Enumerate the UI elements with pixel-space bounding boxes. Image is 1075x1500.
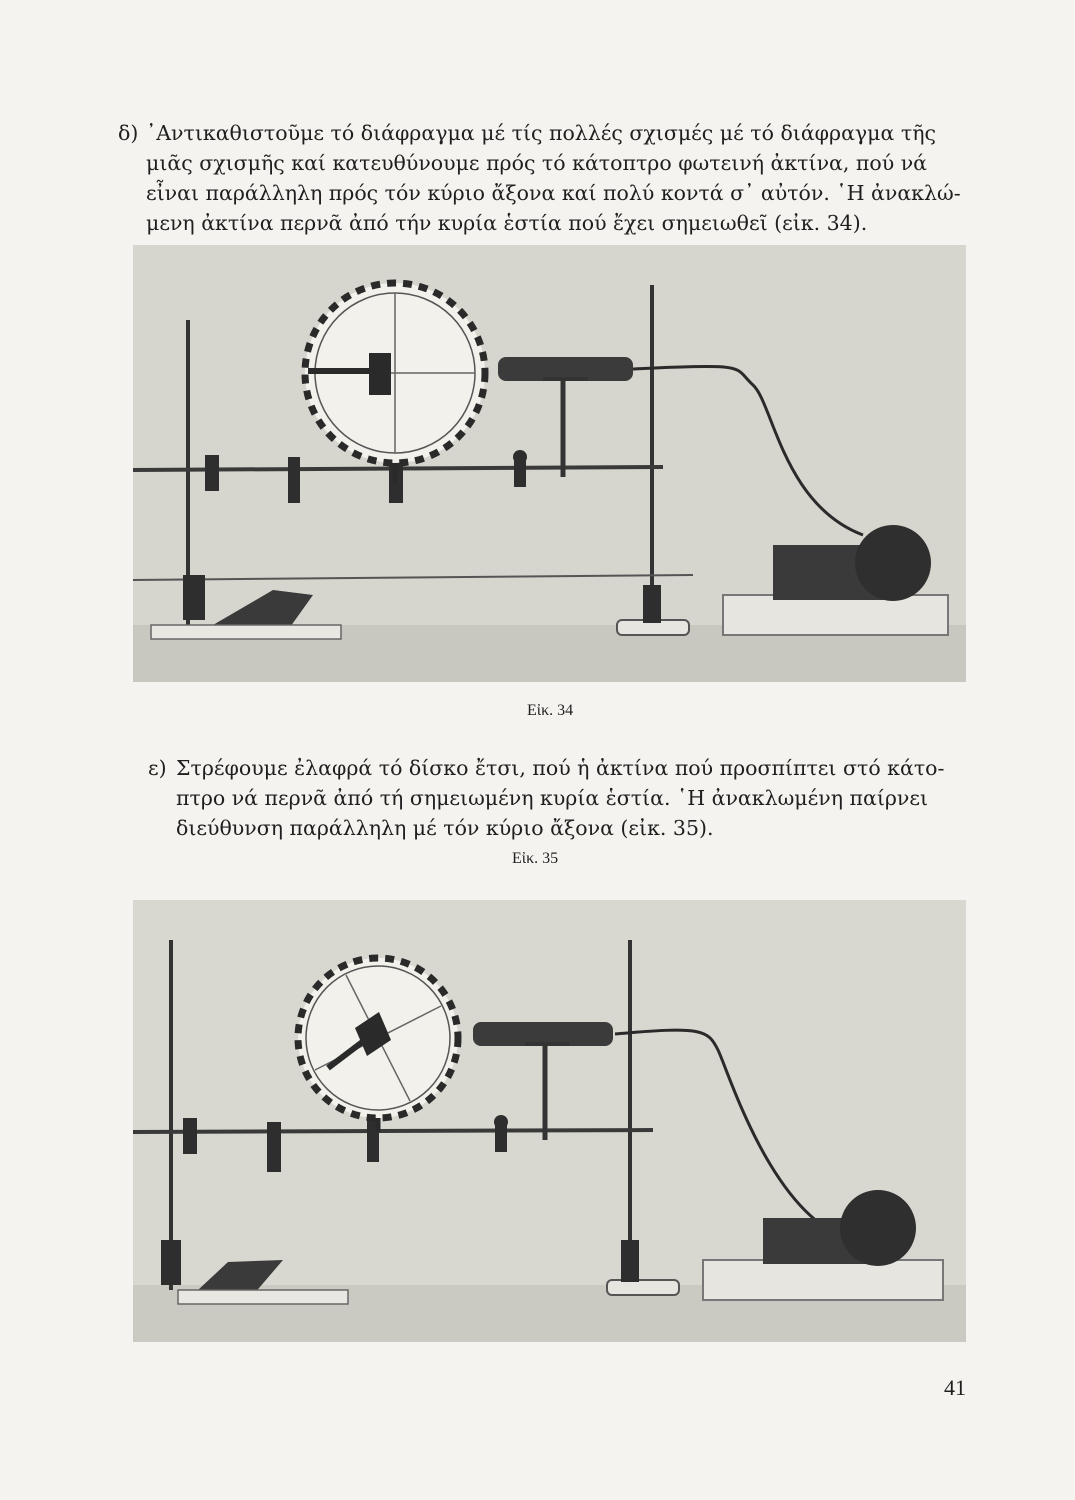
paragraph-e bbox=[148, 753, 976, 843]
paragraph-d bbox=[118, 118, 976, 238]
figure-35-caption: Εἰκ. 35 bbox=[512, 850, 559, 867]
figure-34-photo bbox=[133, 245, 966, 682]
paragraph-e-marker: ε) bbox=[148, 756, 167, 780]
paragraph-e-line: Στρέφουμε ἐλαφρά τό δίσκο ἔτσι, πού ἡ ἀκτίνα πού προσπίπτει στό κάτο- bbox=[176, 756, 945, 780]
figure-34-caption: Εἰκ. 34 bbox=[527, 702, 574, 719]
paragraph-e-line: διεύθυνση παράλληλη μέ τόν κύριο ἄξονα (εἰκ. 35). bbox=[176, 816, 714, 840]
paragraph-d-line: μιᾶς σχισμῆς καί κατευθύνουμε πρός τό κάτοπτρο φωτεινή ἀκτίνα, πού νά bbox=[146, 151, 928, 175]
paragraph-d-line: μενη ἀκτίνα περνᾶ ἀπό τήν κυρία ἑστία πού ἔχει σημειωθεῖ (εἰκ. 34). bbox=[146, 211, 868, 235]
paragraph-d-marker: δ) bbox=[118, 121, 139, 145]
paragraph-e-line: πτρο νά περνᾶ ἀπό τή σημειωμένη κυρία ἑστία. ῾Η ἀνακλωμένη παίρνει bbox=[176, 786, 929, 810]
paragraph-d-line: εἶναι παράλληλη πρός τόν κύριο ἄξονα καί πολύ κοντά σ᾽ αὐτόν. ῾Η ἀνακλώ- bbox=[146, 181, 961, 205]
page-number: 41 bbox=[944, 1375, 966, 1400]
figure-35-photo bbox=[133, 900, 966, 1342]
paragraph-d-line: ᾽Αντικαθιστοῦμε τό διάφραγμα μέ τίς πολλές σχισμές μέ τό διάφραγμα τῆς bbox=[146, 121, 936, 145]
